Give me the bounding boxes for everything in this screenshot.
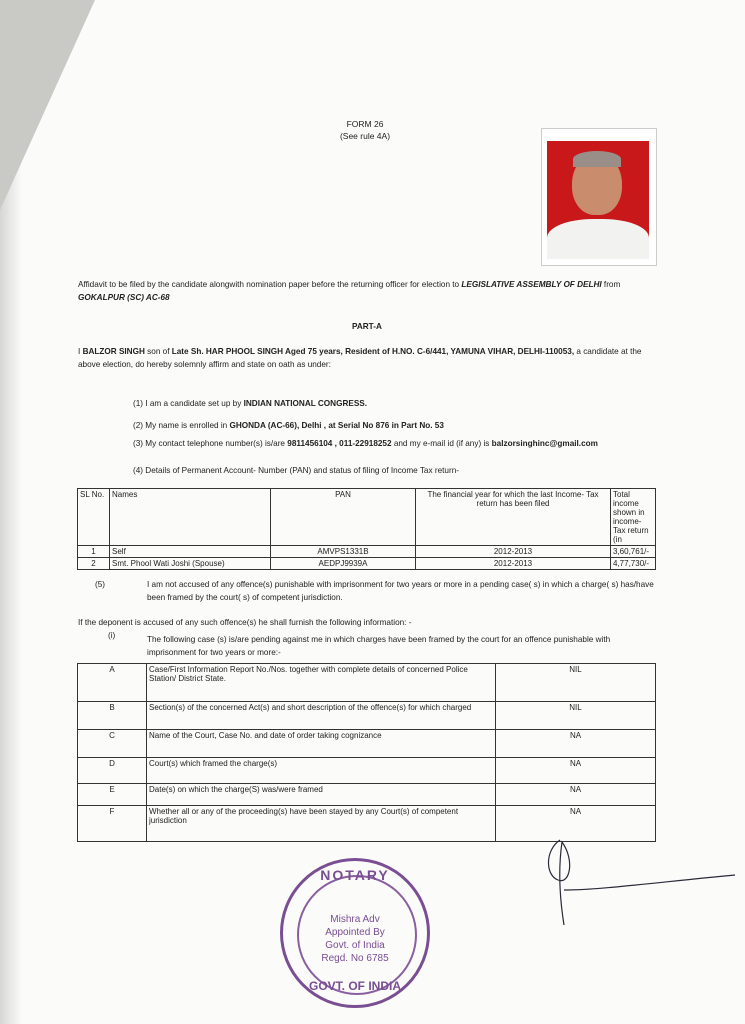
header-financial-year: The financial year for which the last Income- Tax return has been filed — [416, 489, 611, 546]
case-row-letter: F — [78, 806, 147, 842]
item-4: (4) Details of Permanent Account- Number (PAN) and status of filing of Income Tax return- — [133, 466, 459, 475]
declaration-paragraph — [78, 345, 656, 371]
sub-i-number: (i) — [108, 631, 116, 640]
election-name: LEGISLATIVE ASSEMBLY OF DELHI — [461, 280, 602, 289]
table-row — [78, 546, 656, 558]
row-sl-no: 1 — [78, 546, 110, 558]
pan-table — [77, 488, 656, 570]
form-heading — [300, 118, 430, 142]
case-row-letter: D — [78, 758, 147, 784]
item-1-text: (1) I am a candidate set up by — [133, 399, 244, 408]
photo-hair — [573, 151, 621, 167]
case-row-description: Section(s) of the concerned Act(s) and short description of the offence(s) for which charged — [147, 702, 496, 730]
case-row-value: NA — [496, 730, 656, 758]
table-row — [78, 664, 656, 702]
candidate-photo — [547, 141, 649, 259]
form-rule: (See rule 4A) — [339, 131, 391, 141]
party-name: INDIAN NATIONAL CONGRESS. — [243, 399, 368, 408]
item-3-email-text: and my e-mail id (if any) is — [391, 439, 492, 448]
enrolment-details: GHONDA (AC-66), Delhi , at Serial No 876 in Part No. 53 — [229, 421, 444, 430]
part-a-heading: PART-A — [352, 322, 382, 331]
seal-bottom-text: GOVT. OF INDIA — [308, 979, 401, 993]
item-2 — [133, 419, 444, 432]
photo-shirt — [547, 219, 649, 259]
seal-appointed: Appointed By — [325, 927, 385, 938]
intro-from: from — [601, 280, 621, 289]
row-name: Self — [110, 546, 271, 558]
declaration-son-of: son of — [144, 347, 172, 356]
signature — [540, 830, 740, 930]
case-row-description: Whether all or any of the proceeding(s) have been stayed by any Court(s) of competent jurisdiction — [147, 806, 496, 842]
seal-govt: Govt. of India — [325, 940, 385, 951]
case-row-description: Court(s) which framed the charge(s) — [147, 758, 496, 784]
declaration-end: a candidate at the above election, do hereby solemnly affirm and state on oath as under: — [78, 347, 642, 369]
candidate-photo-frame — [541, 128, 657, 266]
case-row-description: Case/First Information Report No./Nos. together with complete details of concerned Police Station/ District State. — [147, 664, 496, 702]
row-income: 4,77,730/- — [611, 558, 656, 570]
case-table — [77, 663, 656, 842]
case-row-description: Date(s) on which the charge(S) was/were framed — [147, 784, 496, 806]
pan-table-header — [78, 489, 656, 546]
case-row-value: NA — [496, 806, 656, 842]
case-row-value: NIL — [496, 702, 656, 730]
header-names: Names — [110, 489, 271, 546]
candidate-name: BALZOR SINGH — [82, 347, 145, 356]
item-3 — [133, 437, 598, 450]
notary-seal — [280, 858, 430, 1008]
seal-reg-no: Regd. No 6785 — [321, 953, 389, 964]
constituency-name: GOKALPUR (SC) AC-68 — [78, 293, 170, 302]
row-name: Smt. Phool Wati Joshi (Spouse) — [110, 558, 271, 570]
header-pan: PAN — [271, 489, 416, 546]
seal-name: Mishra Adv — [330, 914, 380, 925]
candidate-details: Late Sh. HAR PHOOL SINGH Aged 75 years, Resident of H.NO. C-6/441, YAMUNA VIHAR, DELHI-110053, — [171, 347, 575, 356]
row-income: 3,60,761/- — [611, 546, 656, 558]
case-row-value: NA — [496, 784, 656, 806]
form-title: FORM 26 — [346, 119, 384, 129]
case-row-letter: B — [78, 702, 147, 730]
declaration-start: I — [78, 347, 83, 356]
item-2-text: (2) My name is enrolled in — [133, 421, 230, 430]
phone-numbers: 9811456104 , 011-22918252 — [287, 439, 392, 448]
row-pan: AMVPS1331B — [271, 546, 416, 558]
case-row-letter: A — [78, 664, 147, 702]
case-row-letter: C — [78, 730, 147, 758]
intro-paragraph — [78, 278, 656, 304]
email-address: balzorsinghinc@gmail.com — [491, 439, 598, 448]
table-row — [78, 558, 656, 570]
case-row-letter: E — [78, 784, 147, 806]
case-row-value: NIL — [496, 664, 656, 702]
table-row — [78, 702, 656, 730]
header-sl-no: SL No. — [78, 489, 110, 546]
sub-i-text: The following case (s) is/are pending against me in which charges have been framed by the court for an offence punishable with imprisonment for two years or more:- — [147, 635, 611, 657]
table-row — [78, 784, 656, 806]
folded-corner — [0, 0, 95, 210]
item-1 — [133, 397, 367, 410]
header-total-income: Total income shown in income-Tax return (in — [611, 489, 656, 546]
seal-middle-text — [283, 913, 427, 965]
table-row — [78, 758, 656, 784]
intro-text: Affidavit to be filed by the candidate alongwith nomination paper before the returning officer for election to — [78, 280, 462, 289]
item-3-text: (3) My contact telephone number(s) is/are — [133, 439, 288, 448]
item-5-number: (5) — [95, 580, 106, 589]
row-sl-no: 2 — [78, 558, 110, 570]
deponent-line: If the deponent is accused of any such offence(s) he shall furnish the following information: - — [78, 618, 412, 627]
row-pan: AEDPJ9939A — [271, 558, 416, 570]
case-row-description: Name of the Court, Case No. and date of order taking cognizance — [147, 730, 496, 758]
row-year: 2012-2013 — [416, 546, 611, 558]
item-5-text: I am not accused of any offence(s) punishable with imprisonment for two years or more in a pending case( s) in which a charge( s) has/have been framed by the court( s) of competent jurisdiction. — [147, 580, 654, 602]
seal-top-text: NOTARY — [320, 867, 390, 883]
case-row-value: NA — [496, 758, 656, 784]
table-row — [78, 730, 656, 758]
row-year: 2012-2013 — [416, 558, 611, 570]
